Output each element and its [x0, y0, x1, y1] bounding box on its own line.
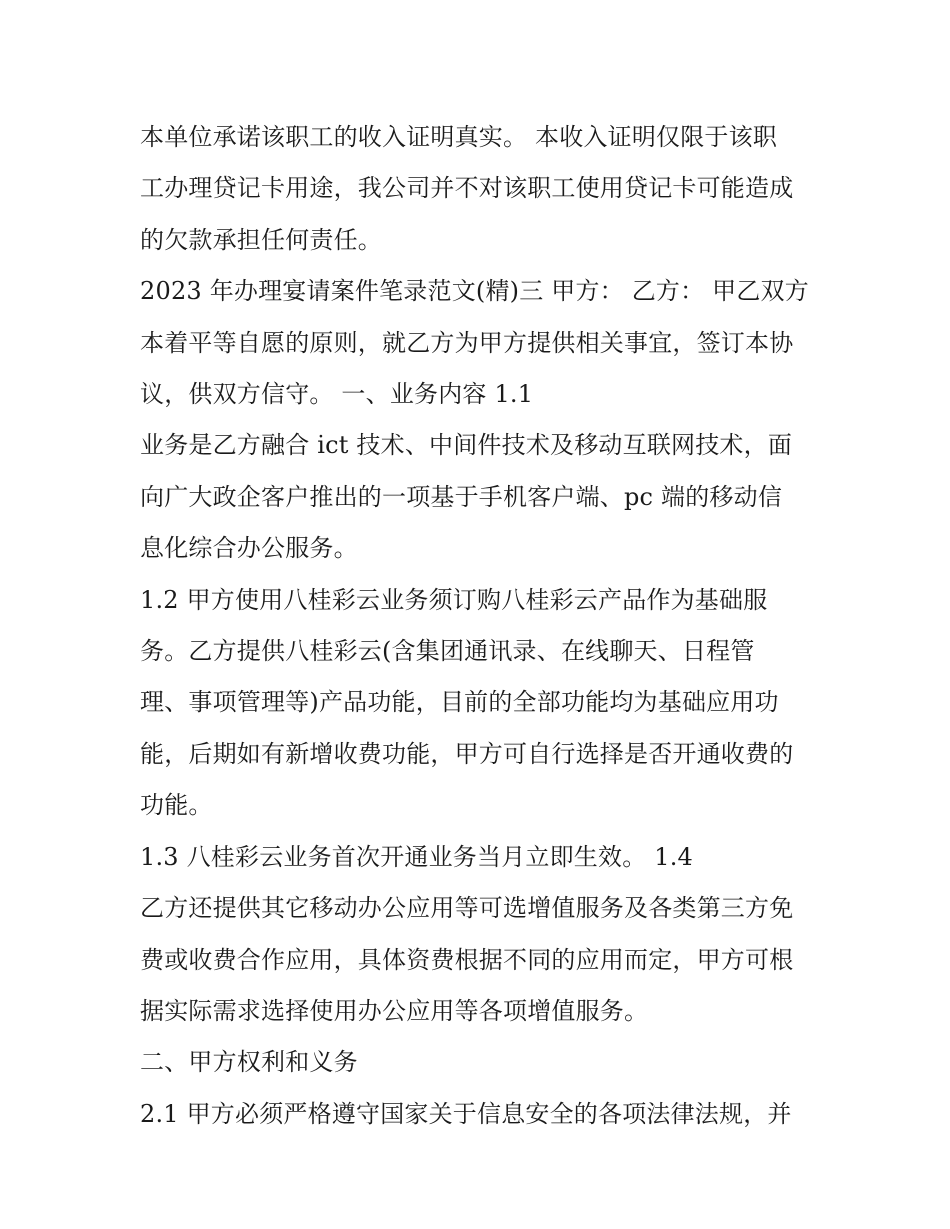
text-line: 2.1 甲方必须严格遵守国家关于信息安全的各项法律法规，并 [140, 1099, 792, 1128]
text-line: 1.3 八桂彩云业务首次开通业务当月立即生效。 1.4 [140, 842, 693, 871]
text-line: 息化综合办公服务。 [140, 534, 358, 563]
text-line: 2023 年办理宴请案件笔录范文(精)三 甲方： 乙方： 甲乙双方 [140, 277, 809, 306]
text-line: 的欠款承担任何责任。 [140, 225, 382, 254]
text-line: 费或收费合作应用，具体资费根据不同的应用而定，甲方可根 [140, 945, 794, 974]
text-line: 功能。 [140, 791, 213, 820]
text-line: 1.2 甲方使用八桂彩云业务须订购八桂彩云产品作为基础服 [140, 585, 768, 614]
text-line: 向广大政企客户推出的一项基于手机客户端、pc 端的移动信 [140, 482, 783, 511]
document-body [140, 112, 820, 1140]
text-line: 理、事项管理等)产品功能，目前的全部功能均为基础应用功 [140, 688, 779, 717]
text-line: 务。乙方提供八桂彩云(含集团通讯录、在线聊天、日程管 [140, 637, 755, 666]
text-line: 议，供双方信守。 一、业务内容 1.1 [140, 380, 534, 409]
text-line: 据实际需求选择使用办公应用等各项增值服务。 [140, 996, 649, 1025]
text-line: 业务是乙方融合 ict 技术、中间件技术及移动互联网技术，面 [140, 431, 793, 460]
text-line: 乙方还提供其它移动办公应用等可选增值服务及各类第三方免 [140, 894, 794, 923]
text-line: 本单位承诺该职工的收入证明真实。 本收入证明仅限于该职 [140, 123, 778, 151]
text-line: 工办理贷记卡用途，我公司并不对该职工使用贷记卡可能造成 [140, 174, 794, 203]
text-line: 能，后期如有新增收费功能，甲方可自行选择是否开通收费的 [140, 739, 794, 768]
text-line: 二、甲方权利和义务 [140, 1048, 358, 1077]
text-line: 本着平等自愿的原则，就乙方为甲方提供相关事宜，签订本协 [140, 328, 794, 357]
